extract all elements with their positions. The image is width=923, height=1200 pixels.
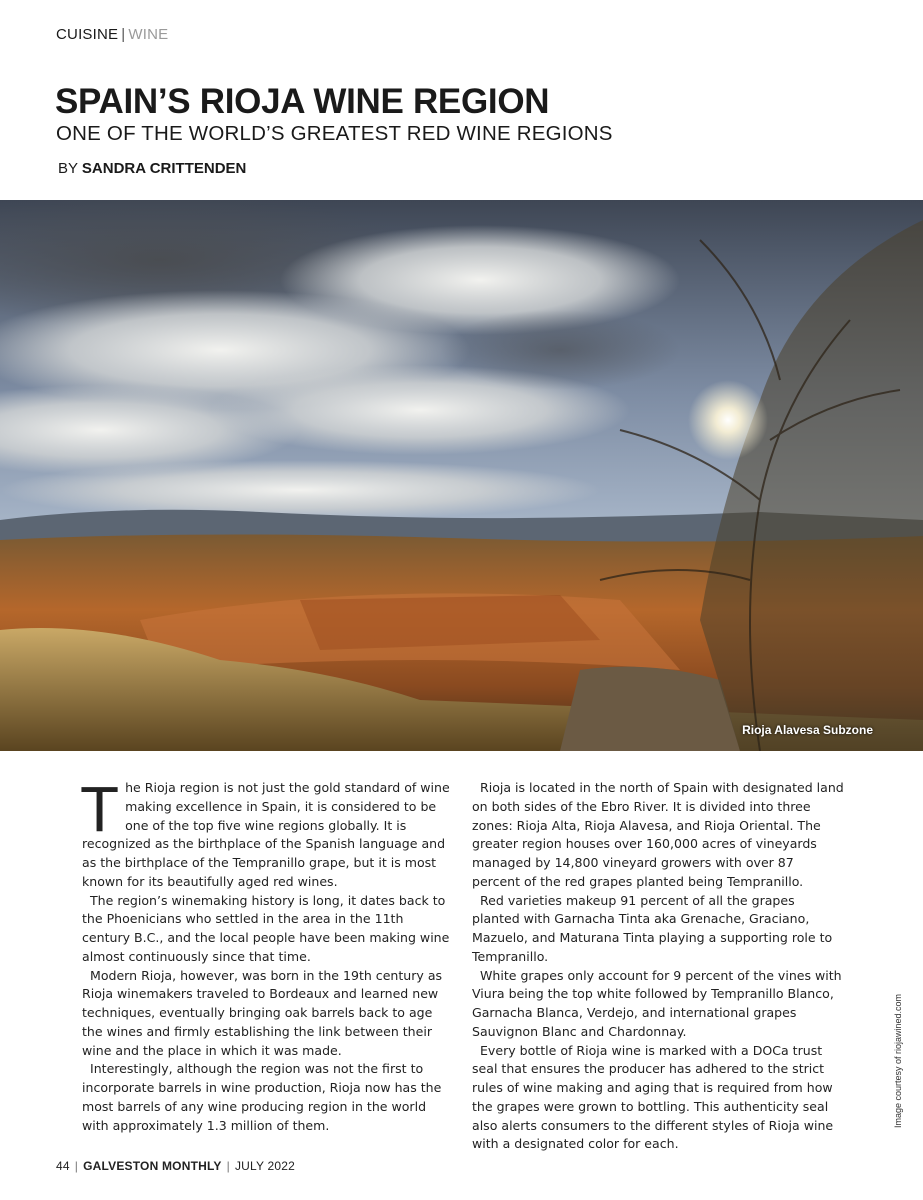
section-label <box>56 26 168 43</box>
footer-separator: | <box>226 1159 230 1173</box>
article-subhead: ONE OF THE WORLD’S GREATEST RED WINE REGIONS <box>56 122 613 145</box>
section-separator: | <box>121 26 126 43</box>
article-headline: SPAIN’S RIOJA WINE REGION <box>55 82 550 121</box>
image-credit: Image courtesy of riojawined.com <box>893 993 903 1128</box>
paragraph: Modern Rioja, however, was born in the 19th century as Rioja winemakers traveled to Bordeaux and learned new techniques, eventually bringing oak barrels back to age the wines and firmly establishing the link between their wine and the place in which it was made. <box>82 967 443 1058</box>
paragraph: Red varieties makeup 91 percent of all the grapes planted with Garnacha Tinta aka Grenache, Graciano, Mazuelo, and Maturana Tinta playing a supporting role to Tempranillo. <box>472 892 833 964</box>
page-number: 44 <box>56 1159 70 1173</box>
section-subcategory: WINE <box>128 26 169 43</box>
paragraph: Interestingly, although the region was not the first to incorporate barrels in wine production, Rioja now has the most barrels of any wine producing region in the world with approximately 1.3 million of them. <box>82 1061 442 1133</box>
paragraph: Rioja is located in the north of Spain with designated land on both sides of the Ebro River. It is divided into three zones: Rioja Alta, Rioja Alavesa, and Rioja Oriental. The greater region houses over 160,000 acres of vineyards managed by 14,800 vineyard growers with over 87 percent of the red grapes planted being Tempranillo. <box>472 780 844 889</box>
paragraph: White grapes only account for 9 percent of the vines with Viura being the top white followed by Tempranillo Blanco, Garnacha Blanca, Verdejo, and international grapes Sauvignon Blanc and Chardonnay. <box>472 967 842 1039</box>
paragraph-text: he Rioja region is not just the gold standard of wine making excellence in Spain, it is considered to be one of the top five wine regions globally. It is recognized as the birthplace of the Spanish language and as the birthplace of the Tempranillo grape, but it is most known for its beautifully aged red wines. <box>82 780 450 889</box>
footer-separator: | <box>74 1159 79 1173</box>
paragraph: Every bottle of Rioja wine is marked with a DOCa trust seal that ensures the producer has adhered to the strict rules of wine making and aging that is required from how the grapes were grown to bottling. This authenticity seal also alerts consumers to the different styles of Rioja wine with a designated color for each. <box>472 1042 834 1152</box>
drop-cap: T <box>80 773 120 845</box>
page-footer <box>56 1159 295 1173</box>
paragraph: The region’s winemaking history is long, it dates back to the Phoenicians who settled in the area in the 11th century B.C., and the local people have been making wine almost continuously since that time. <box>82 892 450 964</box>
hero-photo <box>0 200 923 751</box>
photo-caption: Rioja Alavesa Subzone <box>742 723 873 737</box>
paragraph <box>80 773 454 892</box>
article-column-left <box>80 773 454 1135</box>
byline-prefix: BY <box>58 160 78 177</box>
publication-name: GALVESTON MONTHLY <box>83 1159 222 1173</box>
byline <box>58 160 246 177</box>
landscape-illustration <box>0 200 923 751</box>
article-column-right <box>472 779 844 1154</box>
section-category: CUISINE <box>56 26 119 43</box>
byline-author: SANDRA CRITTENDEN <box>81 160 247 177</box>
issue-date: JULY 2022 <box>234 1159 296 1173</box>
